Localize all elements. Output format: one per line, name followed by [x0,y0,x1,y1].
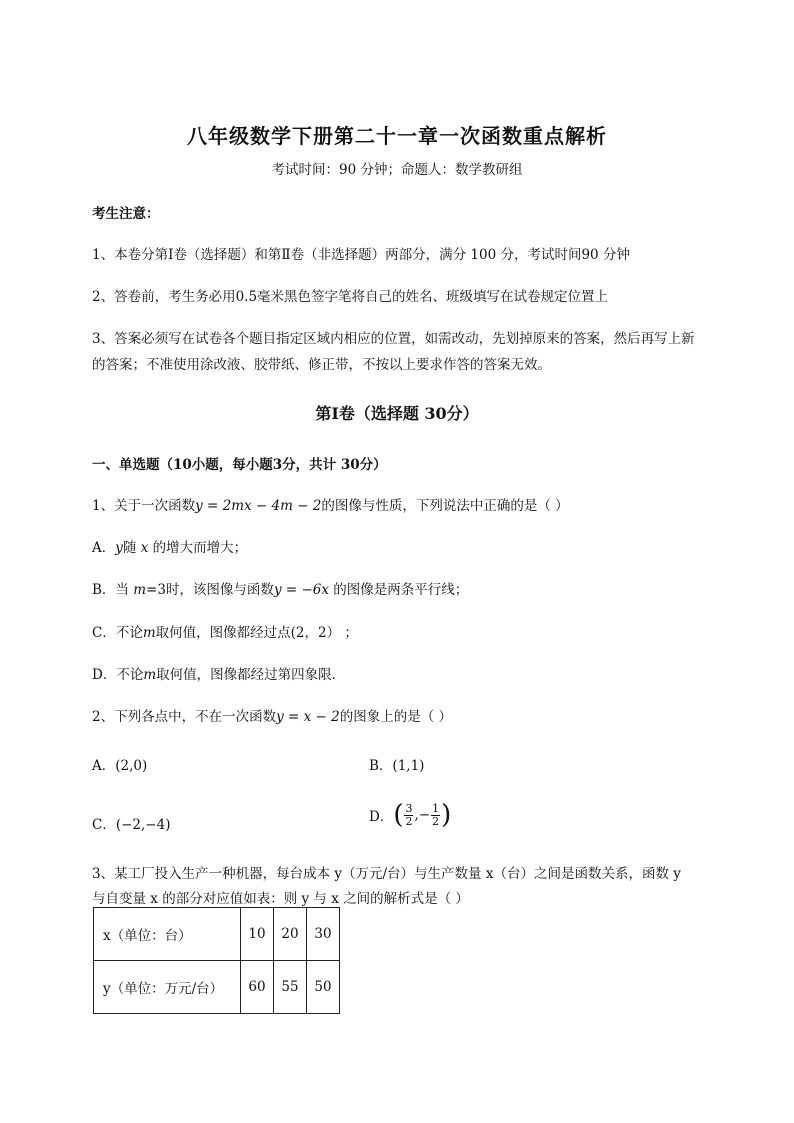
q3-stem-line1: 3、某工厂投入生产一种机器，每台成本 y（万元/台）与生产数量 x（台）之间是函数关系，函数 y [92,866,681,882]
q1-b-m: m [133,582,147,598]
table-row [94,908,340,961]
row-header-y: y（单位：万元/台） [94,961,241,1014]
q2-stem [92,705,452,725]
q1-d-m: m [143,667,157,683]
q1-c-label: C．不论 [92,625,143,641]
left-paren-icon: ( [393,800,404,830]
q2-c-label: C． [92,817,116,833]
q2-stem-tail: 的图象上的是（ ） [339,709,453,725]
q1-a-text: 随 [122,540,141,556]
q1-a-tail: 的增大而增大； [148,540,248,556]
q1-stem-text: 1、关于一次函数 [92,498,196,514]
q2-stem-text: 2、下列各点中，不在一次函数 [92,709,277,725]
table-row [94,961,340,1014]
q1-option-b [92,578,468,598]
frac1-numerator: 3 [405,801,413,815]
q1-option-c [92,621,358,641]
q2-option-c [92,813,170,833]
q1-a-y: y [115,540,123,556]
frac2-numerator: 1 [432,801,440,815]
frac-separator: ,− [414,807,431,823]
section-title: 第Ⅰ卷（选择题 30分） [315,404,479,423]
part-heading: 一、单选题（10小题，每小题3分，共计 30分） [92,457,387,473]
q1-c-m: m [142,625,156,641]
q1-b-text: =3时，该图像与函数 [146,582,274,598]
table-cell: 30 [307,908,340,961]
q2-c-value: (−2,−4) [115,817,171,833]
q1-stem [92,494,569,514]
q1-d-tail: 取何值，图像都经过第四象限． [156,667,346,683]
q1-b-label: B．当 [92,582,134,598]
q2-b-value: (1,1) [392,758,425,774]
fraction-three-halves [404,803,413,828]
q1-b-tail: 的图像是两条平行线； [328,582,469,598]
q1-a-label: A． [92,540,116,556]
q1-stem-tail: 的图像与性质，下列说法中正确的是（ ） [321,498,569,514]
frac2-denominator: 2 [432,814,440,828]
fraction-one-half [431,803,440,828]
q1-b-formula: y = −6x [273,582,329,598]
row-header-x: x（单位：台） [94,908,241,961]
notice-item-3-cont: 的答案；不准使用涂改液、胶带纸、修正带，不按以上要求作答的答案无效。 [92,357,551,373]
q1-a-x: x [140,540,149,556]
q1-option-d [92,663,345,683]
q1-option-a [92,536,247,556]
exam-info: 考试时间：90 分钟；命题人：数学教研组 [271,162,523,178]
notice-item-2: 2、答卷前，考生务必用0.5毫米黑色签字笔将自己的姓名、班级填写在试卷规定位置上 [92,289,609,305]
q1-formula: y = 2mx − 4m − 2 [195,498,322,514]
document-title: 八年级数学下册第二十一章一次函数重点解析 [187,124,607,148]
table-cell: 20 [274,908,307,961]
frac1-denominator: 2 [405,814,413,828]
table-cell: 60 [241,961,274,1014]
q2-option-b [369,754,424,774]
q1-d-label: D．不论 [92,667,144,683]
q3-stem-line2: 与自变量 x 的部分对应值如表：则 y 与 x 之间的解析式是（ ） [92,891,469,907]
notice-heading: 考生注意： [92,206,160,222]
q2-option-a [92,754,147,774]
q2-formula: y = x − 2 [276,709,340,725]
notice-item-1: 1、本卷分第Ⅰ卷（选择题）和第Ⅱ卷（非选择题）两部分，满分 100 分，考试时间90 分钟 [92,247,630,263]
q1-c-tail: 取何值，图像都经过点(2，2） ； [155,625,358,641]
table-cell: 50 [307,961,340,1014]
q2-a-value: (2,0) [115,758,148,774]
q2-d-label: D． [369,809,394,825]
value-table [93,907,340,1014]
table-cell: 55 [274,961,307,1014]
right-paren-icon: ) [441,800,452,830]
table-cell: 10 [241,908,274,961]
q2-a-label: A． [92,758,116,774]
q2-option-d [369,800,451,830]
q2-b-label: B． [369,758,393,774]
notice-item-3: 3、答案必须写在试卷各个题目指定区域内相应的位置，如需改动，先划掉原来的答案，然后再写上新 [92,331,695,347]
